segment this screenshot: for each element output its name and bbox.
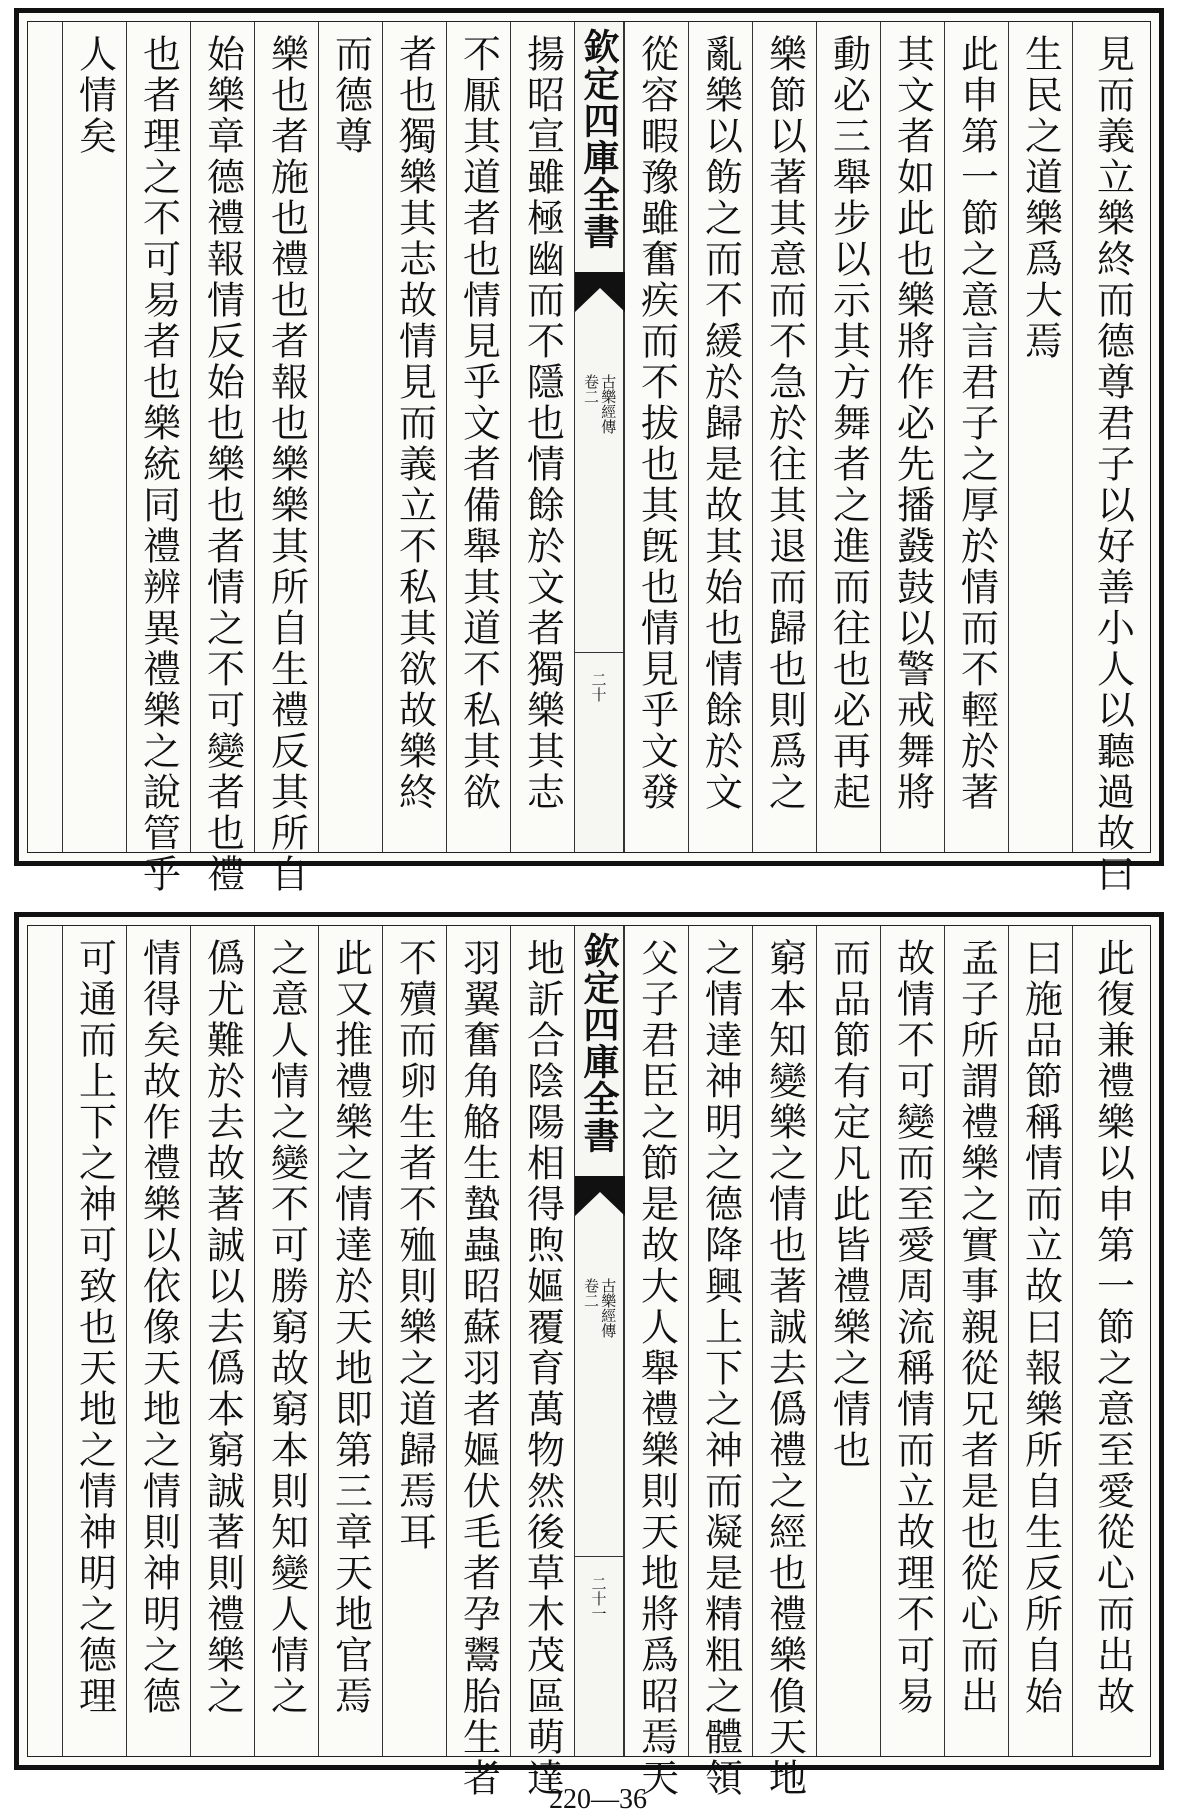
text-column: 父子君臣之節是故大人舉禮樂則天地將爲昭焉天 — [624, 926, 688, 1756]
text-column: 此又推禮樂之情達於天地即第三章天地官焉 — [318, 926, 382, 1756]
page-top — [14, 8, 1164, 895]
text-column: 而德尊 — [318, 22, 382, 852]
text-column: 人情矣 — [62, 22, 126, 852]
text-column: 其文者如此也樂將作必先播鼗鼓以警戒舞將 — [880, 22, 944, 852]
spine-divider — [575, 1556, 623, 1557]
page-code: 220—36 — [549, 1784, 647, 1815]
page-frame — [27, 21, 1151, 895]
text-column: 不殰而卵生者不殈則樂之道歸焉耳 — [382, 926, 446, 1756]
text-column: 窮本知變樂之情也著誠去僞禮之經也禮樂偩天地 — [752, 926, 816, 1756]
center-spine — [574, 926, 624, 1756]
text-column: 亂樂以飭之而不緩於歸是故其始也情餘於文 — [688, 22, 752, 852]
center-spine — [574, 22, 624, 852]
folio-number: 二十 — [589, 672, 608, 702]
text-column: 曰施品節稱情而立故曰報樂所自生反所自始 — [1008, 926, 1072, 1756]
text-column: 情得矣故作禮樂以依像天地之情則神明之德 — [126, 926, 190, 1756]
spine-divider — [575, 652, 623, 653]
text-column: 可通而上下之神可致也天地之情神明之德理 — [62, 926, 126, 1756]
text-column: 之意人情之變不可勝窮故窮本則知變人情之 — [254, 926, 318, 1756]
spine-subtitle: 古樂經傳 卷二 — [582, 374, 618, 434]
text-column: 始樂章德禮報情反始也樂也者情之不可變者也禮 — [190, 22, 254, 852]
text-column: 樂節以著其意而不急於往其退而歸也則爲之 — [752, 22, 816, 852]
text-column: 此復兼禮樂以申第一節之意至愛從心而出故 — [1072, 926, 1152, 1756]
text-column: 者也獨樂其志故情見而義立不私其欲故樂終 — [382, 22, 446, 852]
text-column: 從容暇豫雖奮疾而不拔也其旣也情見乎文發 — [624, 22, 688, 852]
page-frame — [27, 925, 1151, 1799]
text-column: 地訢合陰陽相得煦嫗覆育萬物然後草木茂區萌達 — [510, 926, 574, 1756]
text-column: 此申第一節之意言君子之厚於情而不輕於著 — [944, 22, 1008, 852]
folio-number: 二十一 — [589, 1576, 608, 1621]
fishtail-mark-icon — [575, 272, 625, 312]
text-column: 孟子所謂禮樂之實事親從兄者是也從心而出 — [944, 926, 1008, 1756]
text-column: 而品節有定凡此皆禮樂之情也 — [816, 926, 880, 1756]
spine-title: 欽定四庫全書 — [578, 28, 620, 250]
text-column: 故情不可變而至愛周流稱情而立故理不可易 — [880, 926, 944, 1756]
text-column: 也者理之不可易者也樂統同禮辨異禮樂之說管乎 — [126, 22, 190, 852]
spine-title: 欽定四庫全書 — [578, 932, 620, 1154]
text-column: 揚昭宣雖極幽而不隱也情餘於文者獨樂其志 — [510, 22, 574, 852]
fishtail-mark-icon — [575, 1176, 625, 1216]
text-column: 僞尤難於去故著誠以去僞本窮誠著則禮樂之 — [190, 926, 254, 1756]
text-column: 生民之道樂爲大焉 — [1008, 22, 1072, 852]
text-column: 見而義立樂終而德尊君子以好善小人以聽過故曰 — [1072, 22, 1152, 852]
spine-subtitle: 古樂經傳 卷二 — [582, 1278, 618, 1338]
text-column: 動必三舉步以示其方舞者之進而往也必再起 — [816, 22, 880, 852]
page-bottom — [14, 912, 1164, 1799]
text-column: 之情達神明之德降興上下之神而凝是精粗之體領 — [688, 926, 752, 1756]
text-column: 羽翼奮角觡生蟄蟲昭蘇羽者嫗伏毛者孕鬻胎生者 — [446, 926, 510, 1756]
text-column: 樂也者施也禮也者報也樂樂其所自生禮反其所自 — [254, 22, 318, 852]
text-column: 不厭其道者也情見乎文者備舉其道不私其欲 — [446, 22, 510, 852]
